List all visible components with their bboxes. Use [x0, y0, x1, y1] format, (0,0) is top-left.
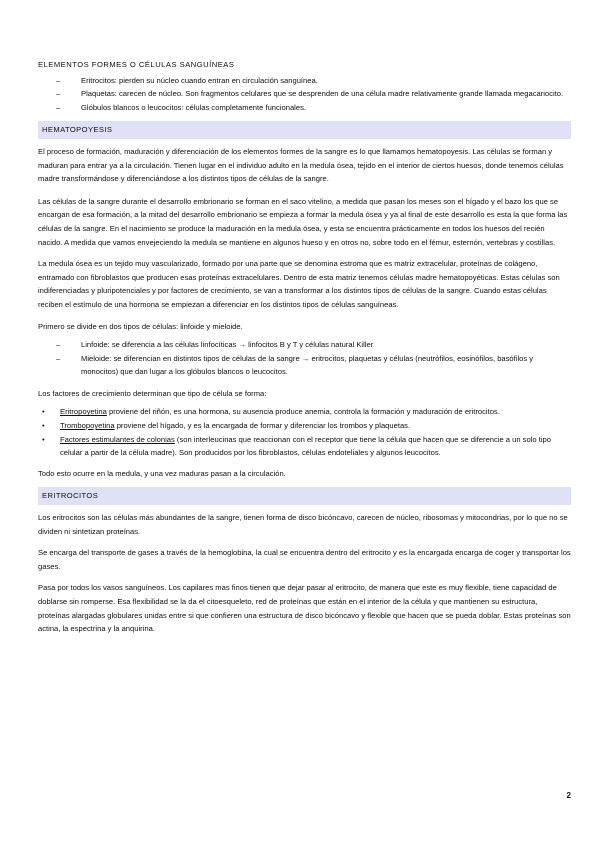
dash-bullet: – [56, 102, 61, 112]
factor-description: (son interleucinas que reaccionan con el receptor que tiene la célula que hacen que se diferencie a un solo tipo celular a partir de la célula madre). Son producidos por los fibroblastos, células endoteliales y algunos leucocitos. [60, 434, 551, 458]
paragraph: Pasa por todos los vasos sanguíneos. Los capilares mas finos tienen que dejar pasar al eritrocito, de manera que este es muy flexible, tiene capacidad de doblarse sin romperse. Esa flexibilidad se la da el citoesqueleto, red de proteínas que están en el interior de la célula y que mantienen su estructura, proteínas alargadas globulares unidas entre si que confieren una estructura de disco bicóncavo y flexible que hacen que se pueda doblar. Estas proteínas son actina, la espectrina y la anquirina. [38, 583, 571, 634]
dash-bullet: – [56, 340, 61, 350]
list-item-text: Eritrocitos: pierden su núcleo cuando entran en circulación sanguínea. [81, 75, 318, 85]
paragraph: La medula ósea es un tejido muy vascularizado, formado por una parte que se denomina estroma que es matriz extracelular, proteínas de colágeno, entramado con fibroblastos que producen esas proteínas extracelulares. Dentro de esta matriz tenemos células madre hematopoyéticas. Estas células son indiferenciadas y pluripotenciales y por factores de crecimiento, se van a transformar a los distintos tipos de células de la sangre. Cuando estas células reciben el estímulo de una hormona se empiezan a diferenciar en los distintos tipos de células sanguíneas. [38, 259, 560, 309]
dash-bullet: – [56, 89, 61, 99]
list-item [38, 101, 571, 115]
list-item [38, 87, 571, 101]
page-number: 2 [566, 791, 571, 800]
section-heading-eritrocitos: ERITROCITOS [38, 487, 571, 505]
factor-term: Eritropoyetina [60, 407, 107, 417]
list-item-text: Mieloide: se diferencian en distintos tipos de células de la sangre → eritrocitos, plaquetas y células (neutrófilos, eosinófilos, basófilos y monocitos) que dan lugar a los glóbulos blancos o leucocitos. [81, 353, 534, 377]
list-item [38, 433, 571, 460]
paragraph: El proceso de formación, maduración y diferenciación de los elementos formes de la sangre es lo que llamamos hematopoyesis. Las células se forman y maduran para entrar ya a la circulación. Tienen lugar en el individuo adulto en la medula ósea, tejido en el interior de ciertos huesos, donde tenemos células madre transformándose y diferenciándose a los distintos tipos de células de la sangre. [38, 146, 564, 184]
bullet-dot: • [42, 434, 45, 444]
factor-term: Factores estimulantes de colonias [60, 434, 175, 444]
bullet-dot: • [42, 407, 45, 417]
paragraph: Se encarga del transporte de gases a través de la hemoglobina, la cual se encuentra dentro del eritrocito y es la encargada encarga de coger y transportar los gases. [38, 548, 571, 571]
factor-description: proviene del riñón, es una hormona, su ausencia produce anemia, controla la formación y maduración de eritrocitos. [106, 407, 500, 417]
list-item [38, 338, 571, 352]
paragraph: Las células de la sangre durante el desarrollo embrionario se forman en el saco vitelino, a medida que pasan los meses son el hígado y el bazo los que se encargan de esa formación, a la mitad del desarrollo embrionario se empieza a formar la medula ósea y ya al final de este desarrollo es esta la que forma las células de la sangre. En el nacimiento se produce la maduración en la medula ósea, y esta se encuentra prácticamente en todos los huesos del recién nacido. A medida que vamos envejeciendo la medula se mantiene en algunos hueso y en otros no, sobre todo en el fémur, esternón, vertebras y costillas. [38, 196, 568, 247]
paragraph: Los eritrocitos son las células más abundantes de la sangre, tienen forma de disco bicóncavo, carecen de núcleo, ribosomas y mitocondrias, por lo que no se dividen ni sintetizan proteínas. [38, 513, 568, 536]
list-item [38, 405, 571, 419]
page-content [38, 58, 571, 636]
growth-factor-list [38, 405, 571, 459]
list-item [38, 419, 571, 433]
list-item-text: Linfoide: se diferencia a las células linfocíticas → linfocitos B y T y células natural Killer [81, 340, 374, 350]
lineage-list [38, 338, 571, 379]
factor-description: proviene del hígado, y es la encargada de formar y diferenciar los trombos y plaquetas. [114, 421, 411, 431]
dash-bullet: – [56, 353, 61, 363]
paragraph: Los factores de crecimiento determinan que tipo de célula se forma: [38, 388, 267, 398]
paragraph: Todo esto ocurre en la medula, y una vez maduras pasan a la circulación. [38, 468, 286, 478]
section-heading-elementos: ELEMENTOS FORMES O CÉLULAS SANGUÍNEAS [38, 60, 235, 69]
paragraph: Primero se divide en dos tipos de células: linfoide y mieloide. [38, 321, 243, 331]
section-heading-hematopoyesis: HEMATOPOYESIS [38, 121, 571, 139]
list-item [38, 352, 571, 379]
dash-bullet: – [56, 75, 61, 85]
bullet-dot: • [42, 421, 45, 431]
elementos-list [38, 74, 571, 115]
list-item-text: Glóbulos blancos o leucocitos: células completamente funcionales. [81, 102, 306, 112]
factor-term: Trombopoyetina [60, 421, 115, 431]
list-item-text: Plaquetas: carecen de núcleo. Son fragmentos celulares que se desprenden de una célula madre relativamente grande llamada megacariocito. [81, 89, 564, 99]
list-item [38, 74, 571, 88]
